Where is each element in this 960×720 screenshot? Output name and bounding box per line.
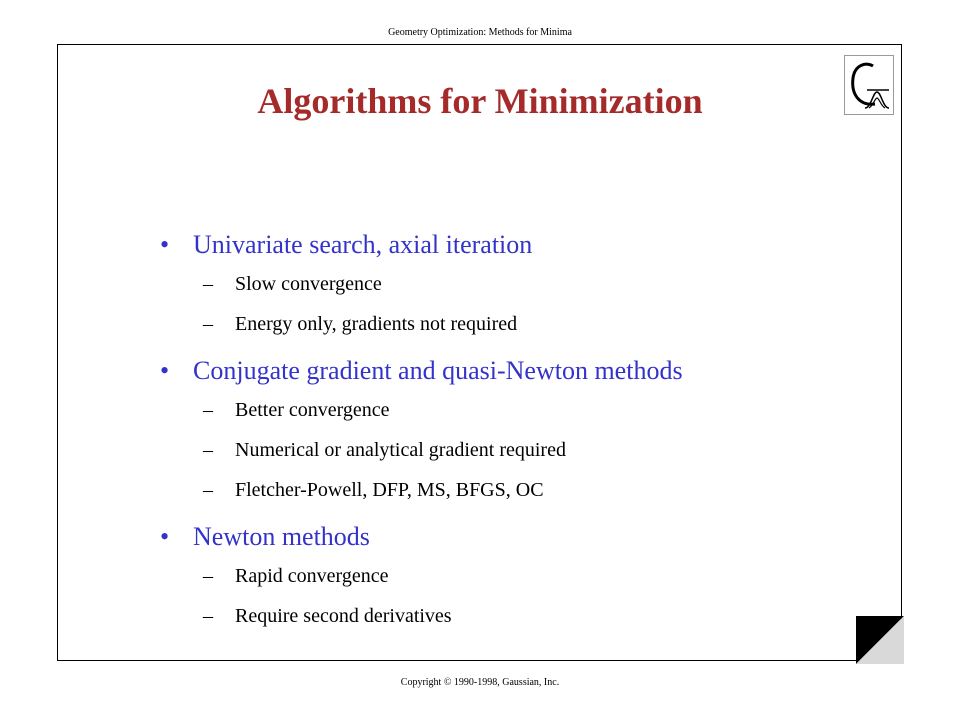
sub-marker: – xyxy=(203,479,213,501)
sub-marker: – xyxy=(203,313,213,335)
sub-item xyxy=(160,264,860,304)
sub-item xyxy=(160,470,860,510)
page-corner-icon xyxy=(856,616,904,664)
sub-item xyxy=(160,430,860,470)
bullet-item xyxy=(160,226,860,264)
bullet-marker: • xyxy=(160,356,170,385)
slide-header: Geometry Optimization: Methods for Minima xyxy=(388,27,572,38)
sub-marker: – xyxy=(203,439,213,461)
bullet-text: Newton methods xyxy=(193,522,370,551)
bullet-text: Conjugate gradient and quasi-Newton methods xyxy=(193,356,683,385)
sub-item xyxy=(160,304,860,344)
sub-text: Require second derivatives xyxy=(235,605,452,627)
slide-title: Algorithms for Minimization xyxy=(257,81,703,121)
sub-marker: – xyxy=(203,605,213,627)
sub-text: Fletcher-Powell, DFP, MS, BFGS, OC xyxy=(235,479,544,501)
sub-marker: – xyxy=(203,399,213,421)
bullet-marker: • xyxy=(160,230,170,259)
sub-item xyxy=(160,596,860,636)
sub-marker: – xyxy=(203,273,213,295)
sub-text: Energy only, gradients not required xyxy=(235,313,518,335)
bullet-list xyxy=(160,226,860,636)
bullet-item xyxy=(160,518,860,556)
bullet-text: Univariate search, axial iteration xyxy=(193,230,533,259)
bullet-marker: • xyxy=(160,522,170,551)
sub-item xyxy=(160,556,860,596)
sub-marker: – xyxy=(203,565,213,587)
sub-text: Numerical or analytical gradient required xyxy=(235,439,566,461)
sub-text: Slow convergence xyxy=(235,273,382,295)
slide-footer: Copyright © 1990-1998, Gaussian, Inc. xyxy=(400,677,560,688)
sub-text: Better convergence xyxy=(235,399,390,421)
sub-item xyxy=(160,390,860,430)
sub-text: Rapid convergence xyxy=(235,565,389,587)
bullet-item xyxy=(160,352,860,390)
